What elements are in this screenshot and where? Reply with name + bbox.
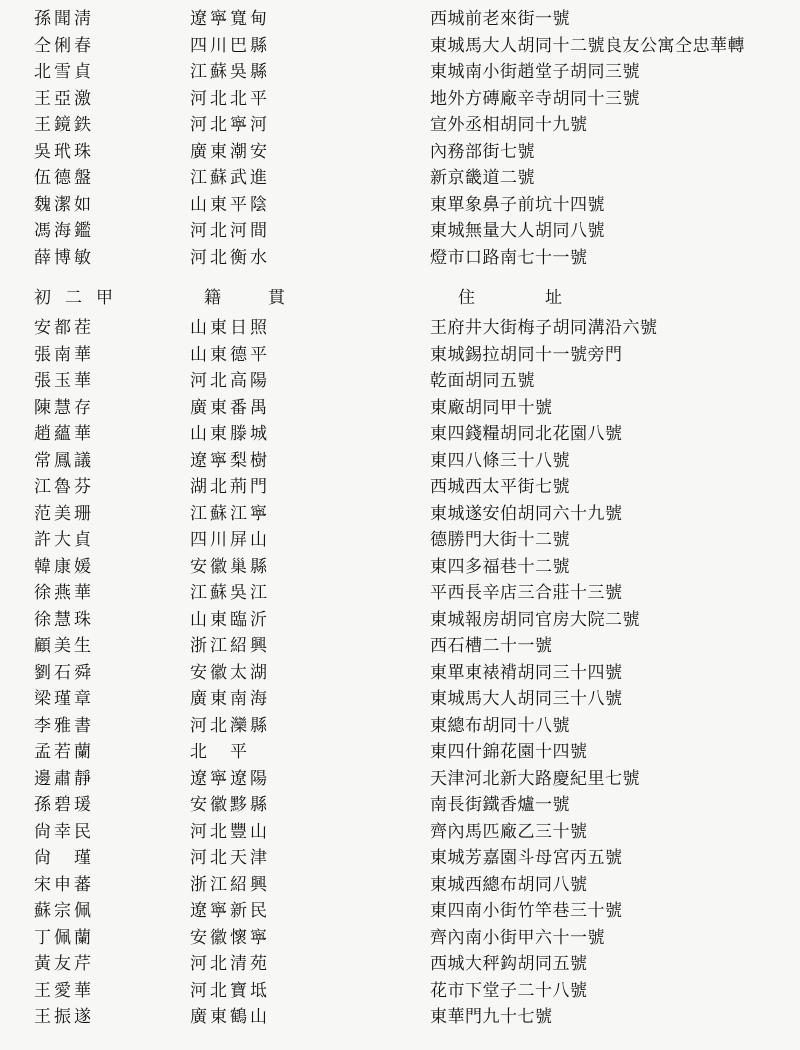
address: 東城芳嘉園斗母宮丙五號 (430, 848, 623, 868)
address: 東四錢糧胡同北花園八號 (430, 424, 623, 444)
student-name: 顧美生 (34, 636, 94, 656)
native-place: 廣東鶴山 (190, 1007, 270, 1027)
table-row (0, 448, 800, 475)
table-row (0, 819, 800, 846)
native-place: 河北豐山 (190, 821, 270, 842)
address: 東單東裱褙胡同三十四號 (430, 662, 623, 683)
address: 燈市口路南七十一號 (430, 247, 588, 268)
student-name: 王亞激 (34, 88, 94, 109)
native-place: 山東日照 (190, 318, 270, 338)
native-place: 江蘇吳江 (190, 583, 270, 603)
address: 東總布胡同十八號 (430, 715, 570, 736)
native-place: 河北寶坻 (190, 980, 270, 1001)
table-row (0, 59, 800, 86)
address: 東城錫拉胡同十一號旁門 (430, 344, 623, 365)
address: 齊內南小街甲六十一號 (430, 927, 605, 948)
address: 西城大秤鈎胡同五號 (430, 954, 588, 974)
table-row (0, 342, 800, 369)
table-row (0, 192, 800, 219)
table-row (0, 86, 800, 113)
native-place: 河北寧河 (190, 115, 270, 135)
native-place: 山東滕城 (190, 424, 270, 444)
header-address-a: 住 (458, 288, 475, 308)
native-place: 遼寧遼陽 (190, 768, 270, 789)
native-place: 安徽懷寧 (190, 927, 270, 948)
student-name: 王愛華 (34, 980, 94, 1001)
address: 東城報房胡同官房大院二號 (430, 609, 640, 630)
table-row (0, 739, 800, 766)
address: 西石槽二十一號 (430, 636, 553, 656)
table-row (0, 218, 800, 245)
table-row (0, 660, 800, 687)
address: 乾面胡同五號 (430, 371, 535, 391)
student-name: 江魯芬 (34, 477, 94, 497)
native-place: 河北北平 (190, 88, 270, 109)
student-name: 宋申蕃 (34, 874, 94, 895)
address: 東華門九十七號 (430, 1007, 553, 1027)
table-row (0, 1004, 800, 1031)
student-name: 許大貞 (34, 530, 94, 550)
address: 西城西太平街七號 (430, 477, 570, 497)
native-place: 廣東南海 (190, 689, 270, 709)
student-name: 孫碧瑗 (34, 795, 94, 815)
student-name: 孫聞淸 (34, 9, 94, 29)
header-address-b: 址 (545, 288, 562, 308)
table-row (0, 951, 800, 978)
native-place: 浙江紹興 (190, 874, 270, 895)
address: 花市下堂子二十八號 (430, 980, 588, 1001)
header-place-b: 貫 (268, 288, 285, 308)
student-name: 黃友芹 (34, 954, 94, 974)
table-row (0, 607, 800, 634)
address: 東城南小街趙堂子胡同三號 (430, 62, 640, 82)
address: 西城前老來街一號 (430, 9, 570, 29)
student-name: 張南華 (34, 344, 94, 365)
address: 東四八條三十八號 (430, 450, 570, 471)
address: 東四什錦花園十四號 (430, 742, 588, 762)
native-place: 安徽黟縣 (190, 795, 270, 815)
address: 東四多福巷十二號 (430, 556, 570, 577)
table-row (0, 898, 800, 925)
table-row (0, 245, 800, 272)
table-header (0, 281, 800, 315)
table-row (0, 633, 800, 660)
table-row (0, 395, 800, 422)
native-place: 江蘇吳縣 (190, 62, 270, 82)
student-name: 趙蘊華 (34, 424, 94, 444)
student-name: 尙 瑾 (34, 848, 94, 868)
student-name: 陳慧存 (34, 397, 94, 418)
student-name: 丁佩蘭 (34, 927, 94, 948)
address: 南長街鐵香爐一號 (430, 795, 570, 815)
table-row (0, 421, 800, 448)
table-row (0, 368, 800, 395)
address: 東城西總布胡同八號 (430, 874, 588, 895)
native-place: 河北清苑 (190, 954, 270, 974)
student-name: 李雅書 (34, 715, 94, 736)
native-place: 山東臨沂 (190, 609, 270, 630)
student-name: 伍德盤 (34, 168, 94, 188)
student-name: 邊肅靜 (34, 768, 94, 789)
table-row (0, 315, 800, 342)
address: 內務部街七號 (430, 141, 535, 162)
student-name: 尙幸民 (34, 821, 94, 842)
address: 德勝門大街十二號 (430, 530, 570, 550)
address: 東廠胡同甲十號 (430, 397, 553, 418)
table-row (0, 33, 800, 60)
student-name: 魏潔如 (34, 194, 94, 215)
native-place: 遼寧新民 (190, 901, 270, 921)
native-place: 安徽巢縣 (190, 556, 270, 577)
table-row (0, 6, 800, 33)
native-place: 河北高陽 (190, 371, 270, 391)
student-name: 孟若蘭 (34, 742, 94, 762)
address: 王府井大街梅子胡同溝沿六號 (430, 318, 658, 338)
table-row (0, 845, 800, 872)
native-place: 遼寧梨樹 (190, 450, 270, 471)
student-list-top (0, 6, 800, 271)
native-place: 江蘇武進 (190, 168, 270, 188)
student-name: 薛博敏 (34, 247, 94, 268)
student-name: 徐慧珠 (34, 609, 94, 630)
native-place: 河北灤縣 (190, 715, 270, 736)
native-place: 江蘇江寧 (190, 503, 270, 524)
student-name: 安都茬 (34, 318, 94, 338)
table-row (0, 872, 800, 899)
header-place-a: 籍 (204, 288, 221, 308)
address: 天津河北新大路慶紀里七號 (430, 768, 640, 789)
address: 東城遂安伯胡同六十九號 (430, 503, 623, 524)
student-name: 北雪貞 (34, 62, 94, 82)
native-place: 廣東潮安 (190, 141, 270, 162)
table-row (0, 580, 800, 607)
student-list-bottom (0, 315, 800, 1031)
student-name: 王振遂 (34, 1007, 94, 1027)
student-name: 仝俐春 (34, 35, 94, 56)
table-row (0, 766, 800, 793)
table-row (0, 527, 800, 554)
student-name: 梁瑾章 (34, 689, 94, 709)
native-place: 廣東番禺 (190, 397, 270, 418)
native-place: 湖北荊門 (190, 477, 270, 497)
student-name: 徐燕華 (34, 583, 94, 603)
table-row (0, 139, 800, 166)
address: 宣外丞相胡同十九號 (430, 115, 588, 135)
native-place: 浙江紹興 (190, 636, 270, 656)
address: 東單象鼻子前坑十四號 (430, 194, 605, 215)
class-group-label: 初二甲 (34, 288, 127, 308)
native-place: 遼寧寬甸 (190, 9, 270, 29)
table-row (0, 792, 800, 819)
table-row (0, 978, 800, 1005)
native-place: 四川屏山 (190, 530, 270, 550)
native-place: 河北河間 (190, 221, 270, 241)
address: 新京畿道二號 (430, 168, 535, 188)
native-place: 河北天津 (190, 848, 270, 868)
native-place: 山東平陰 (190, 194, 270, 215)
student-name: 王鏡鉄 (34, 115, 94, 135)
table-row (0, 686, 800, 713)
table-row (0, 713, 800, 740)
student-name: 劉石舜 (34, 662, 94, 683)
address: 地外方磚廠辛寺胡同十三號 (430, 88, 640, 109)
table-row (0, 474, 800, 501)
student-name: 張玉華 (34, 371, 94, 391)
student-name: 韓康媛 (34, 556, 94, 577)
native-place: 山東德平 (190, 344, 270, 365)
native-place: 安徽太湖 (190, 662, 270, 683)
native-place: 四川巴縣 (190, 35, 270, 56)
address: 東城無量大人胡同八號 (430, 221, 605, 241)
student-name: 蘇宗佩 (34, 901, 94, 921)
table-row (0, 112, 800, 139)
address: 齊內馬匹廠乙三十號 (430, 821, 588, 842)
student-name: 馮海鑑 (34, 221, 94, 241)
table-row (0, 925, 800, 952)
address: 東城馬大人胡同三十八號 (430, 689, 623, 709)
address: 東城馬大人胡同十二號良友公寓仝忠華轉 (430, 35, 745, 56)
student-name: 范美珊 (34, 503, 94, 524)
table-row (0, 165, 800, 192)
native-place: 河北衡水 (190, 247, 270, 268)
address: 東四南小街竹竿巷三十號 (430, 901, 623, 921)
student-name: 常鳳議 (34, 450, 94, 471)
native-place: 北 平 (190, 742, 250, 762)
address: 平西長辛店三合莊十三號 (430, 583, 623, 603)
table-row (0, 501, 800, 528)
table-row (0, 554, 800, 581)
student-name: 吳玳珠 (34, 141, 94, 162)
